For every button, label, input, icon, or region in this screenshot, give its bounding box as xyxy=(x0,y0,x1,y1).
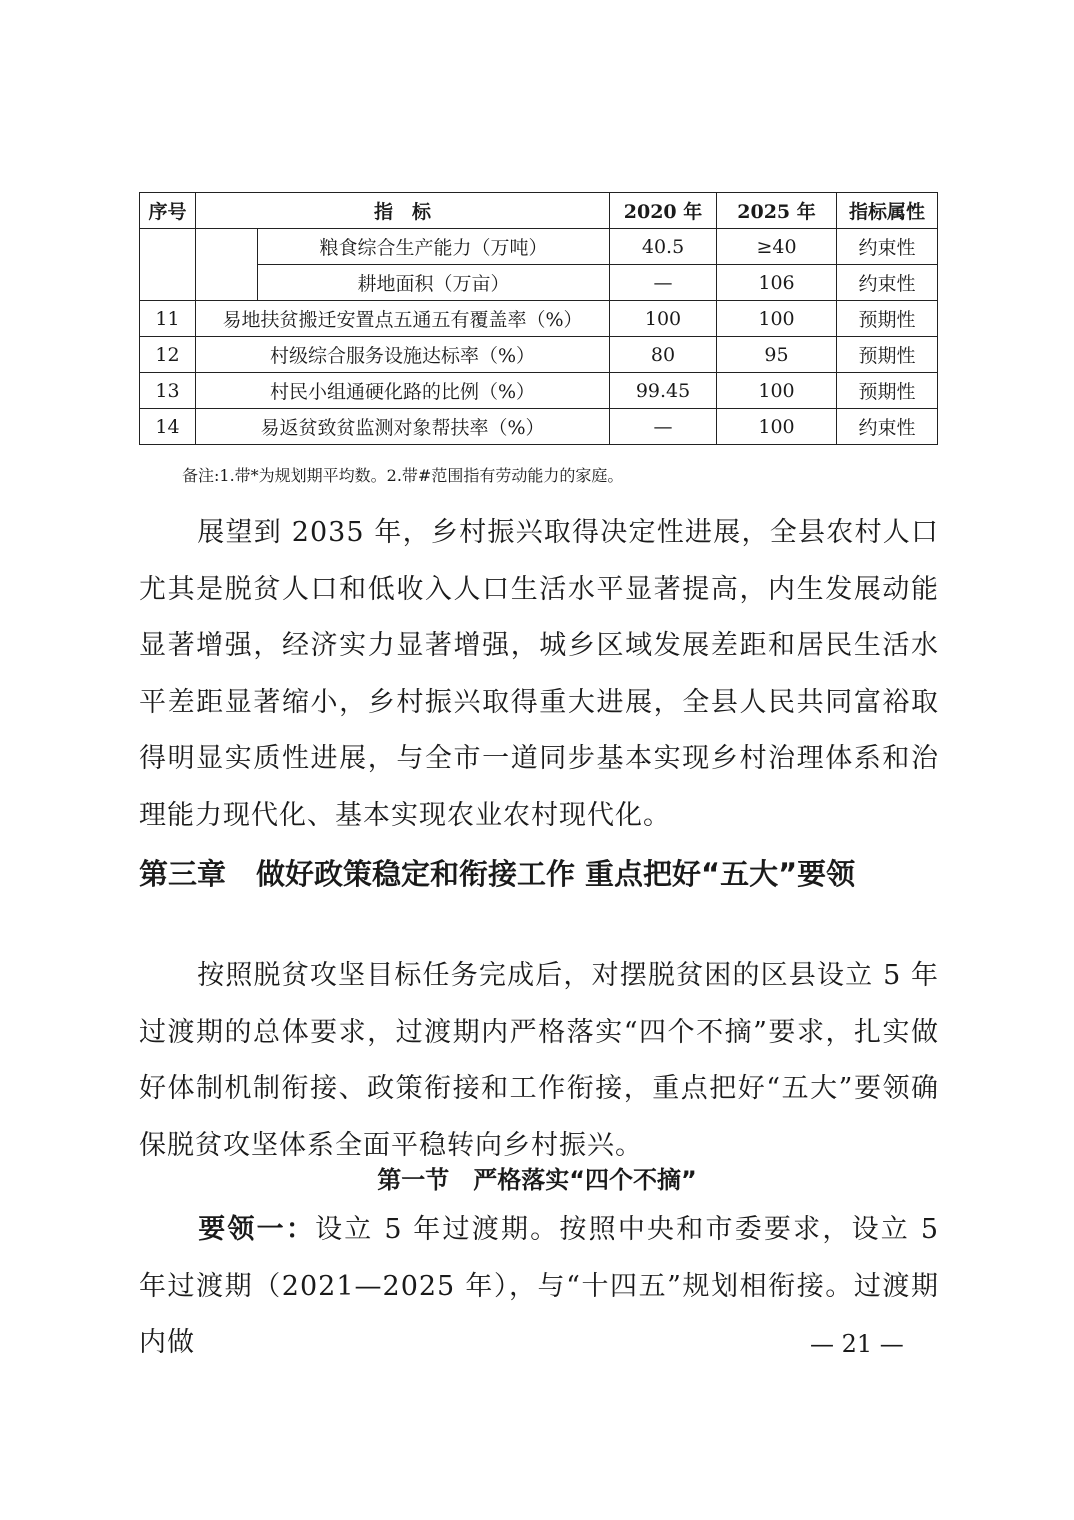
table-cell-seq: 12 xyxy=(140,337,196,373)
table-cell-attribute: 约束性 xyxy=(837,265,938,301)
table-header-row xyxy=(140,193,938,229)
table-cell-2020: 99.45 xyxy=(610,373,717,409)
header-2020: 2020 年 xyxy=(610,193,717,229)
table-cell-2025: 95 xyxy=(717,337,837,373)
table-cell-attribute: 约束性 xyxy=(837,229,938,265)
table-cell-indicator: 耕地面积（万亩） xyxy=(258,265,610,301)
section-title: 严格落实“四个不摘” xyxy=(473,1166,697,1194)
table-cell-2020: 40.5 xyxy=(610,229,717,265)
table-row xyxy=(140,301,938,337)
table-cell-2025: ≥40 xyxy=(717,229,837,265)
table-cell-2025: 100 xyxy=(717,301,837,337)
section-heading xyxy=(0,1160,1074,1195)
table-cell-2020: — xyxy=(610,409,717,445)
table-row xyxy=(140,265,938,301)
paragraph-outlook xyxy=(139,505,939,844)
table-row xyxy=(140,337,938,373)
table-cell-2020: — xyxy=(610,265,717,301)
table-cell-seq: 13 xyxy=(140,373,196,409)
paragraph-outlook-text: 展望到 2035 年，乡村振兴取得决定性进展，全县农村人口尤其是脱贫人口和低收入人口生活水平显著提高，内生发展动能显著增强，经济实力显著增强，城乡区域发展差距和居民生活水平差距显著缩小，乡村振兴取得重大进展，全县人民共同富裕取得明显实质性进展，与全市一道同步基本实现乡村治理体系和治理能力现代化、基本实现农业农村现代化。 xyxy=(139,517,939,831)
table-cell-attribute: 预期性 xyxy=(837,301,938,337)
table-cell-attribute: 预期性 xyxy=(837,337,938,373)
header-attribute: 指标属性 xyxy=(837,193,938,229)
table-note: 备注:1.带*为规划期平均数。2.带#范围指有劳动能力的家庭。 xyxy=(182,466,624,485)
point-one-text: 设立 5 年过渡期。按照中央和市委要求，设立 5 年过渡期（2021—2025 年），与“十四五”规划相衔接。过渡期内做 xyxy=(139,1214,939,1358)
chapter-title-a: 做好政策稳定和衔接工作 xyxy=(256,857,576,891)
table-cell-subgroup-empty xyxy=(196,229,258,301)
page-number: — 21 — xyxy=(810,1330,904,1358)
table-row xyxy=(140,409,938,445)
table-cell-2020: 100 xyxy=(610,301,717,337)
table-cell-seq: 11 xyxy=(140,301,196,337)
table-cell-2020: 80 xyxy=(610,337,717,373)
indicator-table xyxy=(139,192,938,445)
header-seq: 序号 xyxy=(140,193,196,229)
header-2025: 2025 年 xyxy=(717,193,837,229)
table-row xyxy=(140,229,938,265)
table-cell-attribute: 预期性 xyxy=(837,373,938,409)
section-number: 第一节 xyxy=(377,1166,450,1194)
table-cell-indicator: 村级综合服务设施达标率（%） xyxy=(196,337,610,373)
table-cell-indicator: 村民小组通硬化路的比例（%） xyxy=(196,373,610,409)
table-cell-2025: 106 xyxy=(717,265,837,301)
chapter-number: 第三章 xyxy=(139,857,227,891)
header-indicator: 指 标 xyxy=(196,193,610,229)
table-cell-seq-empty xyxy=(140,229,196,301)
chapter-title-b: 重点把好“五大”要领 xyxy=(585,857,856,891)
paragraph-transition xyxy=(139,948,939,1174)
table-cell-indicator: 粮食综合生产能力（万吨） xyxy=(258,229,610,265)
table-cell-indicator: 易返贫致贫监测对象帮扶率（%） xyxy=(196,409,610,445)
table-cell-seq: 14 xyxy=(140,409,196,445)
table-row xyxy=(140,373,938,409)
indicator-table-container xyxy=(139,192,937,445)
chapter-heading xyxy=(139,852,959,893)
table-cell-attribute: 约束性 xyxy=(837,409,938,445)
paragraph-transition-text: 按照脱贫攻坚目标任务完成后，对摆脱贫困的区县设立 5 年过渡期的总体要求，过渡期内严格落实“四个不摘”要求，扎实做好体制机制衔接、政策衔接和工作衔接，重点把好“五大”要领确保脱贫攻坚体系全面平稳转向乡村振兴。 xyxy=(139,960,939,1161)
table-cell-2025: 100 xyxy=(717,409,837,445)
point-one-lead: 要领一： xyxy=(197,1214,316,1245)
table-cell-indicator: 易地扶贫搬迁安置点五通五有覆盖率（%） xyxy=(196,301,610,337)
table-cell-2025: 100 xyxy=(717,373,837,409)
